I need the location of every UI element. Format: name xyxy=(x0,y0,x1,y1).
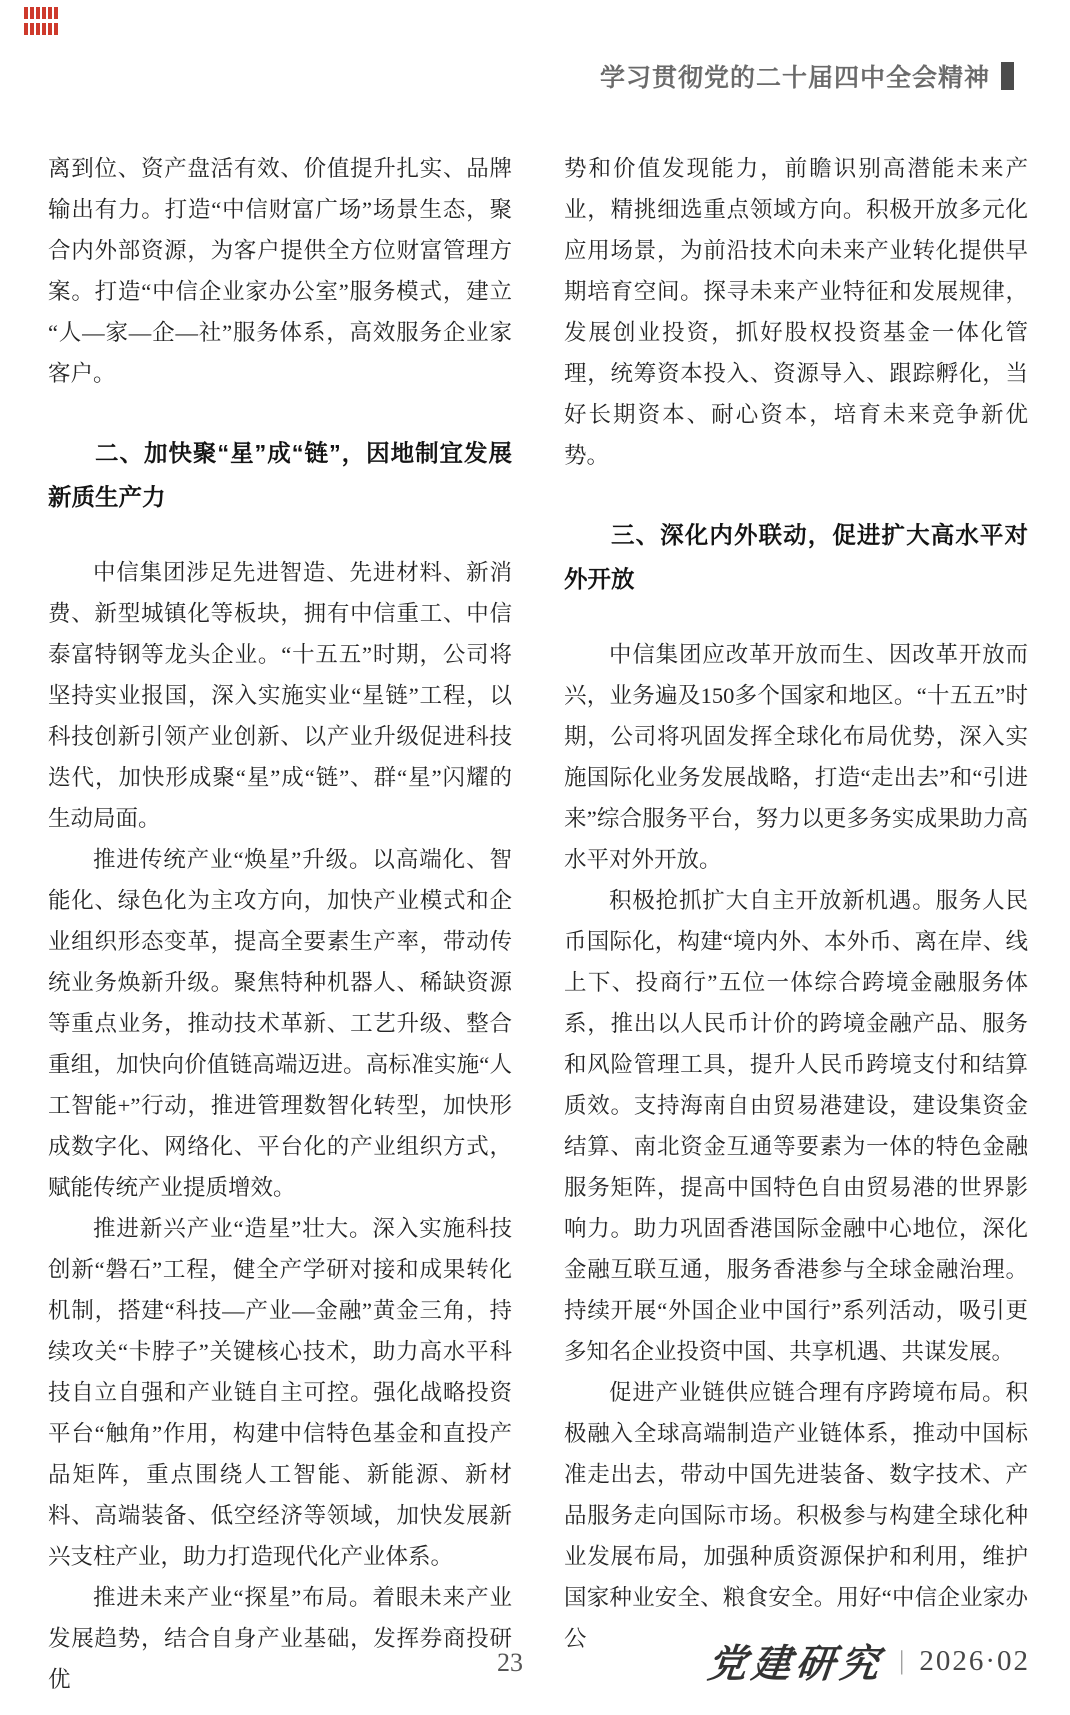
paragraph: 中信集团应改革开放而生、因改革开放而兴，业务遍及150多个国家和地区。“十五五”时期，公司将巩固发挥全球化布局优势，深入实施国际化业务发展战略，打造“走出去”和“引进来”综合服务平台，努力以更多务实成果助力高水平对外开放。 xyxy=(564,642,1028,872)
paragraph: 推进传统产业“焕星”升级。以高端化、智能化、绿色化为主攻方向，加快产业模式和企业组织形态变革，提高全要素生产率，带动传统业务焕新升级。聚焦特种机器人、稀缺资源等重点业务，推动技术革新、工艺升级、整合重组，加快向价值链高端迈进。高标准实施“人工智能+”行动，推进管理数智化转型，加快形成数字化、网络化、平台化的产业组织方式，赋能传统产业提质增效。 xyxy=(48,847,512,1200)
section-heading: 三、深化内外联动，促进扩大高水平对外开放 xyxy=(564,522,1028,592)
paragraph: 离到位、资产盘活有效、价值提升扎实、品牌输出有力。打造“中信财富广场”场景生态，聚合内外部资源，为客户提供全方位财富管理方案。打造“中信企业家办公室”服务模式，建立“人—家—企—社”服务体系，高效服务企业家客户。 xyxy=(48,156,512,386)
article-body xyxy=(48,148,1028,1700)
red-mark-row xyxy=(24,23,58,35)
footer-journal xyxy=(705,1630,1030,1692)
red-mark-row xyxy=(24,7,58,19)
paragraph: 中信集团涉足先进智造、先进材料、新消费、新型城镇化等板块，拥有中信重工、中信泰富特钢等龙头企业。“十五五”时期，公司将坚持实业报国，深入实施实业“星链”工程，以科技创新引领产业创新、以产业升级促进科技迭代，加快形成聚“星”成“链”、群“星”闪耀的生动局面。 xyxy=(48,560,512,831)
page-number: 23 xyxy=(497,1648,523,1677)
left-column xyxy=(48,148,512,1700)
footer-divider: | xyxy=(899,1646,905,1675)
section-heading: 二、加快聚“星”成“链”，因地制宜发展新质生产力 xyxy=(48,440,512,510)
journal-name-calligraphy: 党建研究 xyxy=(705,1641,887,1687)
paragraph: 推进未来产业“探星”布局。着眼未来产业发展趋势，结合自身产业基础，发挥券商投研优 xyxy=(48,1585,512,1692)
paragraph: 推进新兴产业“造星”壮大。深入实施科技创新“磐石”工程，健全产学研对接和成果转化机制，搭建“科技—产业—金融”黄金三角，持续攻关“卡脖子”关键核心技术，助力高水平科技自立自强和产业链自主可控。强化战略投资平台“触角”作用，构建中信特色基金和直投产品矩阵，重点围绕人工智能、新能源、新材料、高端装备、低空经济等领域，加快发展新兴支柱产业，助力打造现代化产业体系。 xyxy=(48,1216,512,1569)
page-header xyxy=(600,58,1014,94)
header-bar-marker-icon xyxy=(1001,62,1014,90)
journal-issue: 2026·02 xyxy=(919,1644,1030,1677)
header-title: 学习贯彻党的二十届四中全会精神 xyxy=(599,64,990,92)
paragraph: 势和价值发现能力，前瞻识别高潜能未来产业，精挑细选重点领域方向。积极开放多元化应用场景，为前沿技术向未来产业转化提供早期培育空间。探寻未来产业特征和发展规律，发展创业投资，抓好股权投资基金一体化管理，统筹资本投入、资源导入、跟踪孵化，当好长期资本、耐心资本，培育未来竞争新优势。 xyxy=(564,156,1028,468)
paragraph: 积极抢抓扩大自主开放新机遇。服务人民币国际化，构建“境内外、本外币、离在岸、线上下、投商行”五位一体综合跨境金融服务体系，推出以人民币计价的跨境金融产品、服务和风险管理工具，提升人民币跨境支付和结算质效。支持海南自由贸易港建设，建设集资金结算、南北资金互通等要素为一体的特色金融服务矩阵，提高中国特色自由贸易港的世界影响力。助力巩固香港国际金融中心地位，深化金融互联互通，服务香港参与全球金融治理。持续开展“外国企业中国行”系列活动，吸引更多知名企业投资中国、共享机遇、共谋发展。 xyxy=(564,888,1028,1364)
red-corner-marks-icon xyxy=(24,7,60,39)
right-column xyxy=(564,148,1028,1700)
paragraph: 促进产业链供应链合理有序跨境布局。积极融入全球高端制造产业链体系，推动中国标准走出去，带动中国先进装备、数字技术、产品服务走向国际市场。积极参与构建全球化种业发展布局，加强种质资源保护和利用，维护国家种业安全、粮食安全。用好“中信企业家办公 xyxy=(564,1380,1028,1651)
